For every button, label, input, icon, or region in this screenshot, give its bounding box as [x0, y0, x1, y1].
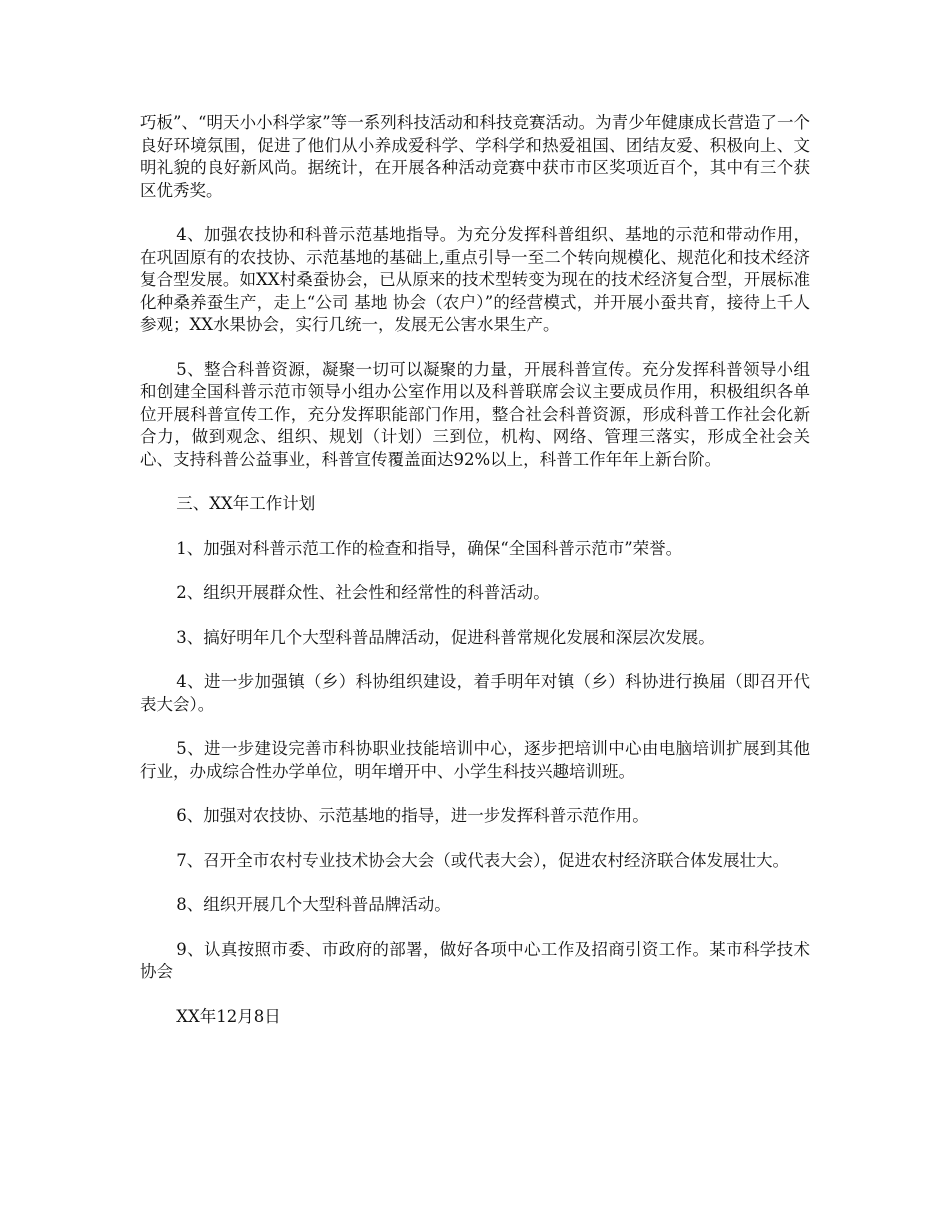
document-date: XX年12月8日 — [176, 1006, 281, 1026]
plan-item-8: 8、组织开展几个大型科普品牌活动。 — [176, 895, 451, 914]
plan-item-2: 2、组织开展群众性、社会性和经常性的科普活动。 — [176, 583, 550, 602]
section-heading: 三、XX年工作计划 — [176, 494, 316, 513]
plan-item-7: 7、召开全市农村专业技术协会大会（或代表大会），促进农村经济联合体发展壮大。 — [176, 850, 790, 870]
plan-item-3: 3、搞好明年几个大型科普品牌活动，促进科普常规化发展和深层次发展。 — [176, 627, 715, 647]
plan-item-4: 4、进一步加强镇（乡）科协组织建设，着手明年对镇（乡）科协进行换届（即召开代表大会）。 — [140, 672, 810, 714]
plan-item-9: 9、认真按照市委、市政府的部署，做好各项中心工作及招商引资工作。某市科学技术协会 — [140, 939, 810, 981]
plan-item-6: 6、加强对农技协、示范基地的指导，进一步发挥科普示范作用。 — [176, 806, 649, 825]
plan-item-5: 5、进一步建设完善市科协职业技能培训中心，逐步把培训中心由电脑培训扩展到其他行业，办成综合性办学单位，明年增开中、小学生科技兴趣培训班。 — [140, 739, 810, 781]
paragraph-item-4: 4、加强农技协和科普示范基地指导。为充分发挥科普组织、基地的示范和带动作用，在巩固原有的农技协、示范基地的基础上,重点引导一至二个转向规模化、规范化和技术经济复合型发展。如XX村桑蚕协会，已从原来的技术型转变为现在的技术经济复合型，开展标准化种桑养蚕生产，走上“公司 基地 协会（农户）”的经营模式，并开展小蚕共育，接待上千人参观；XX水果协会，实行几统一，发展无公害水果生产。 — [140, 225, 810, 334]
paragraph-item-5: 5、整合科普资源，凝聚一切可以凝聚的力量，开展科普宣传。充分发挥科普领导小组和创建全国科普示范市领导小组办公室作用以及科普联席会议主要成员作用，积极组织各单位开展科普宣传工作，充分发挥职能部门作用，整合社会科普资源，形成科普工作社会化新合力，做到观念、组织、规划（计划）三到位，机构、网络、管理三落实，形成全社会关心、支持科普公益事业，科普宣传覆盖面达92%以上，科普工作年年上新台阶。 — [140, 359, 810, 469]
paragraph-continuation: 巧板”、“明天小小科学家”等一系列科技活动和科技竞赛活动。为青少年健康成长营造了一个良好环境氛围，促进了他们从小养成爱科学、学科学和热爱祖国、团结友爱、积极向上、文明礼貌的良好新风尚。据统计，在开展各种活动竞赛中获市市区奖项近百个，其中有三个获区优秀奖。 — [140, 113, 810, 200]
plan-item-1: 1、加强对科普示范工作的检查和指导，确保“全国科普示范市”荣誉。 — [176, 538, 683, 558]
document-page — [140, 112, 810, 1028]
